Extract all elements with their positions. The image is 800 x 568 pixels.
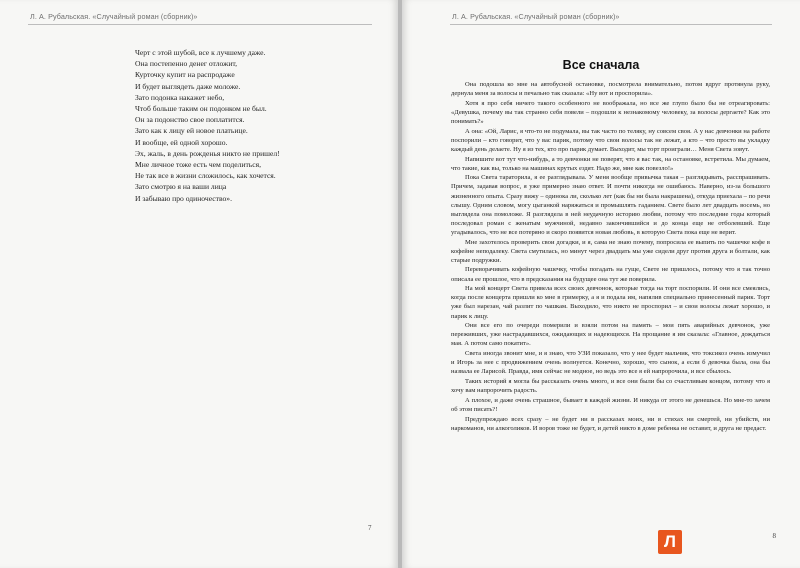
paragraph: Света иногда звонит мне, и я знаю, что УЗИ показало, что у нее будет мальчик, что токсикоз очень измучил и Игорь за нее с продвижением очень волнуется. Конечно, хорошо, что сынок, а если б девочка была, она бы назвала ее Ларисой. Правда, имя сейчас не модное, но ведь это все я ей напророчила, и все сбылось. [451, 350, 770, 376]
poem-line: Зато подонка накажет небо, [135, 92, 225, 102]
paragraph: Таких историй я могла бы рассказать очень много, и все они были бы со счастливым концом, потому что я хочу вам напророчить радость. [451, 377, 770, 395]
poem-line: Эх, жаль, в день рожденья никто не пришел! [135, 148, 280, 158]
poem-line: Чтоб больше таким он подонком не был. [135, 104, 267, 114]
running-head-right: Л. А. Рубальская. «Случайный роман (сборник)» [452, 12, 620, 21]
paragraph: А плохое, и даже очень страшное, бывает в каждой жизни. И никуда от этого не денешься. Но мне-то зачем об этом писать?! [451, 396, 770, 413]
chapter-body [451, 80, 770, 433]
paragraph: Напишите вот тут что-нибудь, а то девчонки не поверят, что я вас так, на остановке, встретила. Мы думаем, что такие, как вы, только на машинах крутых ездят. Надо же, мне как повезло!» [451, 155, 770, 172]
poem-line: И забываю про одиночество». [135, 193, 232, 203]
page-number-left: 7 [368, 524, 372, 532]
poem-line: Он за подонство свое поплатится. [135, 115, 245, 125]
header-rule-left [28, 24, 372, 25]
poem-line: Мне личное тоже есть чем поделиться, [135, 160, 261, 170]
poem-line: Курточку купит на распродаже [135, 70, 235, 80]
header-rule-right [450, 24, 772, 25]
paragraph: Она подошла ко мне на автобусной остановке, посмотрела внимательно, потом вдруг протянула руку, дернула меня за волосы и печально так сказала: «Ну вот и проспорила». [451, 81, 770, 98]
poem-line: И вообще, ей одной хорошо. [135, 137, 228, 147]
publisher-logo-icon [658, 530, 682, 554]
poem-line: Черт с этой шубой, все к лучшему даже. [135, 48, 266, 57]
poem-line: Не так все в жизни сложилось, как хочется. [135, 171, 276, 181]
paragraph: Хотя я про себя ничего такого особенного не воображала, но все же глупо было бы не отреагировать: «Девушка, почему вы так странно себя повели – подошли к незнакомому человеку, за волосы дергаете? Как это понимать?» [451, 99, 770, 125]
paragraph: Мне захотелось проверить свои догадки, и я, сама не знаю почему, попросила ее выпить по чашечке кофе в кофейне неподалеку. Света смутилась, но минут через двадцать мы уже сидели друг против друга и болтали, как старые подружки. [451, 238, 770, 264]
poem-line: Она постепенно денег отложит, [135, 59, 238, 69]
paragraph: На мой концерт Света привела всех своих девчонок, которые тогда на торт поспорили. И они все смеялись, когда после концерта пришли ко мне в гримерку, а я и подала им, напялив специально принесенный парик. Торт уже был нарезан, чай разлит по чашкам. Выходило, что никто не проспорил – и свои волосы лежат хорошо, и парик к лицу. [451, 285, 770, 320]
paragraph: Пока Света тараторила, я ее разглядывала. У меня вообще привычка такая – разглядывать, расспрашивать. Причем, задавая вопрос, я уже примерно знаю ответ. И почти никогда не ошибаюсь. Наверно, из-за большого жизненного опыта. Сразу вижу – одинока ли, сколько лет (как бы ни была накрашена), откуда приехала – по речи слышу. Одним словом, могу цыганкой наряжаться и промышлять гаданием. Свете было лет двадцать восемь, но выглядела она помоложе. Я разглядела в ней неудачную историю любви, потому что последние годы который последовал роман с женатым мужчиной, недавно закончившийся и до конца еще не отболевший. Еще угадывалось, что не все потеряно и скоро появится новая любовь, в которую Света пока еще не верит. [451, 174, 770, 236]
publisher-logo-letter: Л [664, 532, 676, 551]
chapter-title: Все сначала [562, 58, 640, 72]
poem-line: И будет выглядеть даже моложе. [135, 81, 241, 91]
poem-line: Зато как к лицу ей новое платьице. [135, 126, 248, 136]
page-number-right: 8 [772, 532, 776, 540]
left-page [0, 0, 398, 568]
poem [135, 47, 280, 204]
right-page [402, 0, 800, 568]
paragraph: Переворачивать кофейную чашечку, чтобы погадать на гуще, Свете не пришлось, потому что я так точно описала ее прошлое, что в предсказания на будущее она тут же поверила. [451, 266, 770, 283]
running-head-left: Л. А. Рубальская. «Случайный роман (сборник)» [30, 12, 198, 21]
paragraph: А она: «Ой, Ларис, я что-то не подумала, вы так часто по теляку, ну совсем своя. А у нас девчонки на работе поспорили – кто говорит, что у вас парик, потому что свои волосы так не лежат, а кто – что просто вы укладку каждый день делаете. Ну я из тех, кто про парик думает. Выходит, мы торт проиграли… Меня Света зовут. [451, 127, 770, 153]
poem-line: Зато смотрю я на ваши лица [135, 182, 227, 192]
paragraph: Предупреждаю всех сразу – не будет ни в рассказах моих, ни в стихах ни смертей, ни убийств, ни наркоманов, ни алкоголиков. И воров тоже не будет, и детей никто в доме ребенка не оставит, и друга не предаст. [451, 415, 770, 432]
paragraph: Они все его по очереди померили и взяли потом на память – мои пять аварийных девчонок, уже переживших, уже настрадавшихся, ожидающих и надеющихся. На прощание я им сказала: «Главное, дождаться мая. А потом само покатит». [451, 322, 770, 348]
